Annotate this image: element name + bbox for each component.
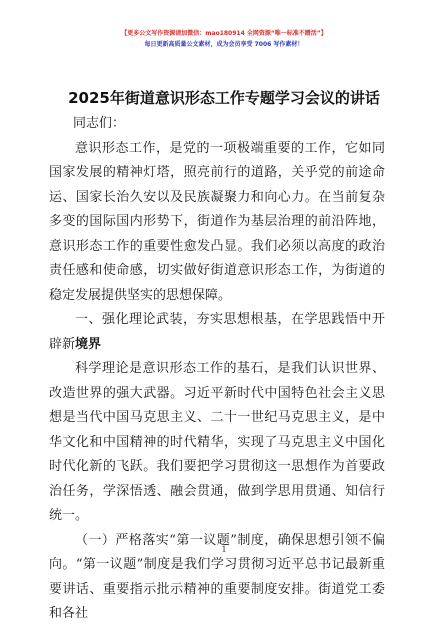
body-paragraph: 意识形态工作，是党的一项极端重要的工作，它如同国家发展的精神灯塔，照亮前行的道路，关乎党的前途命运、国家长治久安以及民族凝聚力和向心力。在当前复杂多变的国际国内形势下，街道作为基层治理的前沿阵地，意识形态工作的重要性愈发凸显。我们必须以高度的政治责任感和使命感，切实做好街道意识形态工作，为街道的稳定发展提供坚实的思想保障。	[49, 140, 385, 303]
section-heading	[49, 308, 385, 357]
body-paragraph: 科学理论是意识形态工作的基石，是我们认识世界、改造世界的强大武器。习近平新时代中国特色社会主义思想是当代中国马克思主义、二十一世纪马克思主义，是中华文化和中国精神的时代精华，实现了马克思主义中国化时代化新的飞跃。我们要把学习贯彻这一思想作为首要政治任务，学深悟透、融会贯通，做到学思用贯通、知信行统一。	[49, 361, 385, 523]
promo-banner-line-2: 每日更新高质量公文素材，成为会员享受 7006 写作素材！	[144, 41, 304, 48]
subsection-paragraph: （一）严格落实“第一议题”制度，确保思想引领不偏向。“第一议题”制度是我们学习贯彻习近平总书记最新重要讲话、重要指示批示精神的重要制度安排。街道党工委和各社	[49, 532, 385, 621]
section-heading-bold-tail: 境界	[75, 336, 102, 352]
page-number: 1	[221, 545, 227, 554]
document-title: 2025年街道意识形态工作专题学习会议的讲话	[68, 89, 380, 107]
promo-banner-line-1: 【更多公文写作资源请加微信：mao180914 全网资源“唯一标准不蹭活”】	[121, 30, 327, 37]
section-heading-text: 一、强化理论武装，夯实思想根基，在学思践悟中开辟新	[49, 312, 385, 352]
greeting: 同志们：	[73, 116, 126, 131]
